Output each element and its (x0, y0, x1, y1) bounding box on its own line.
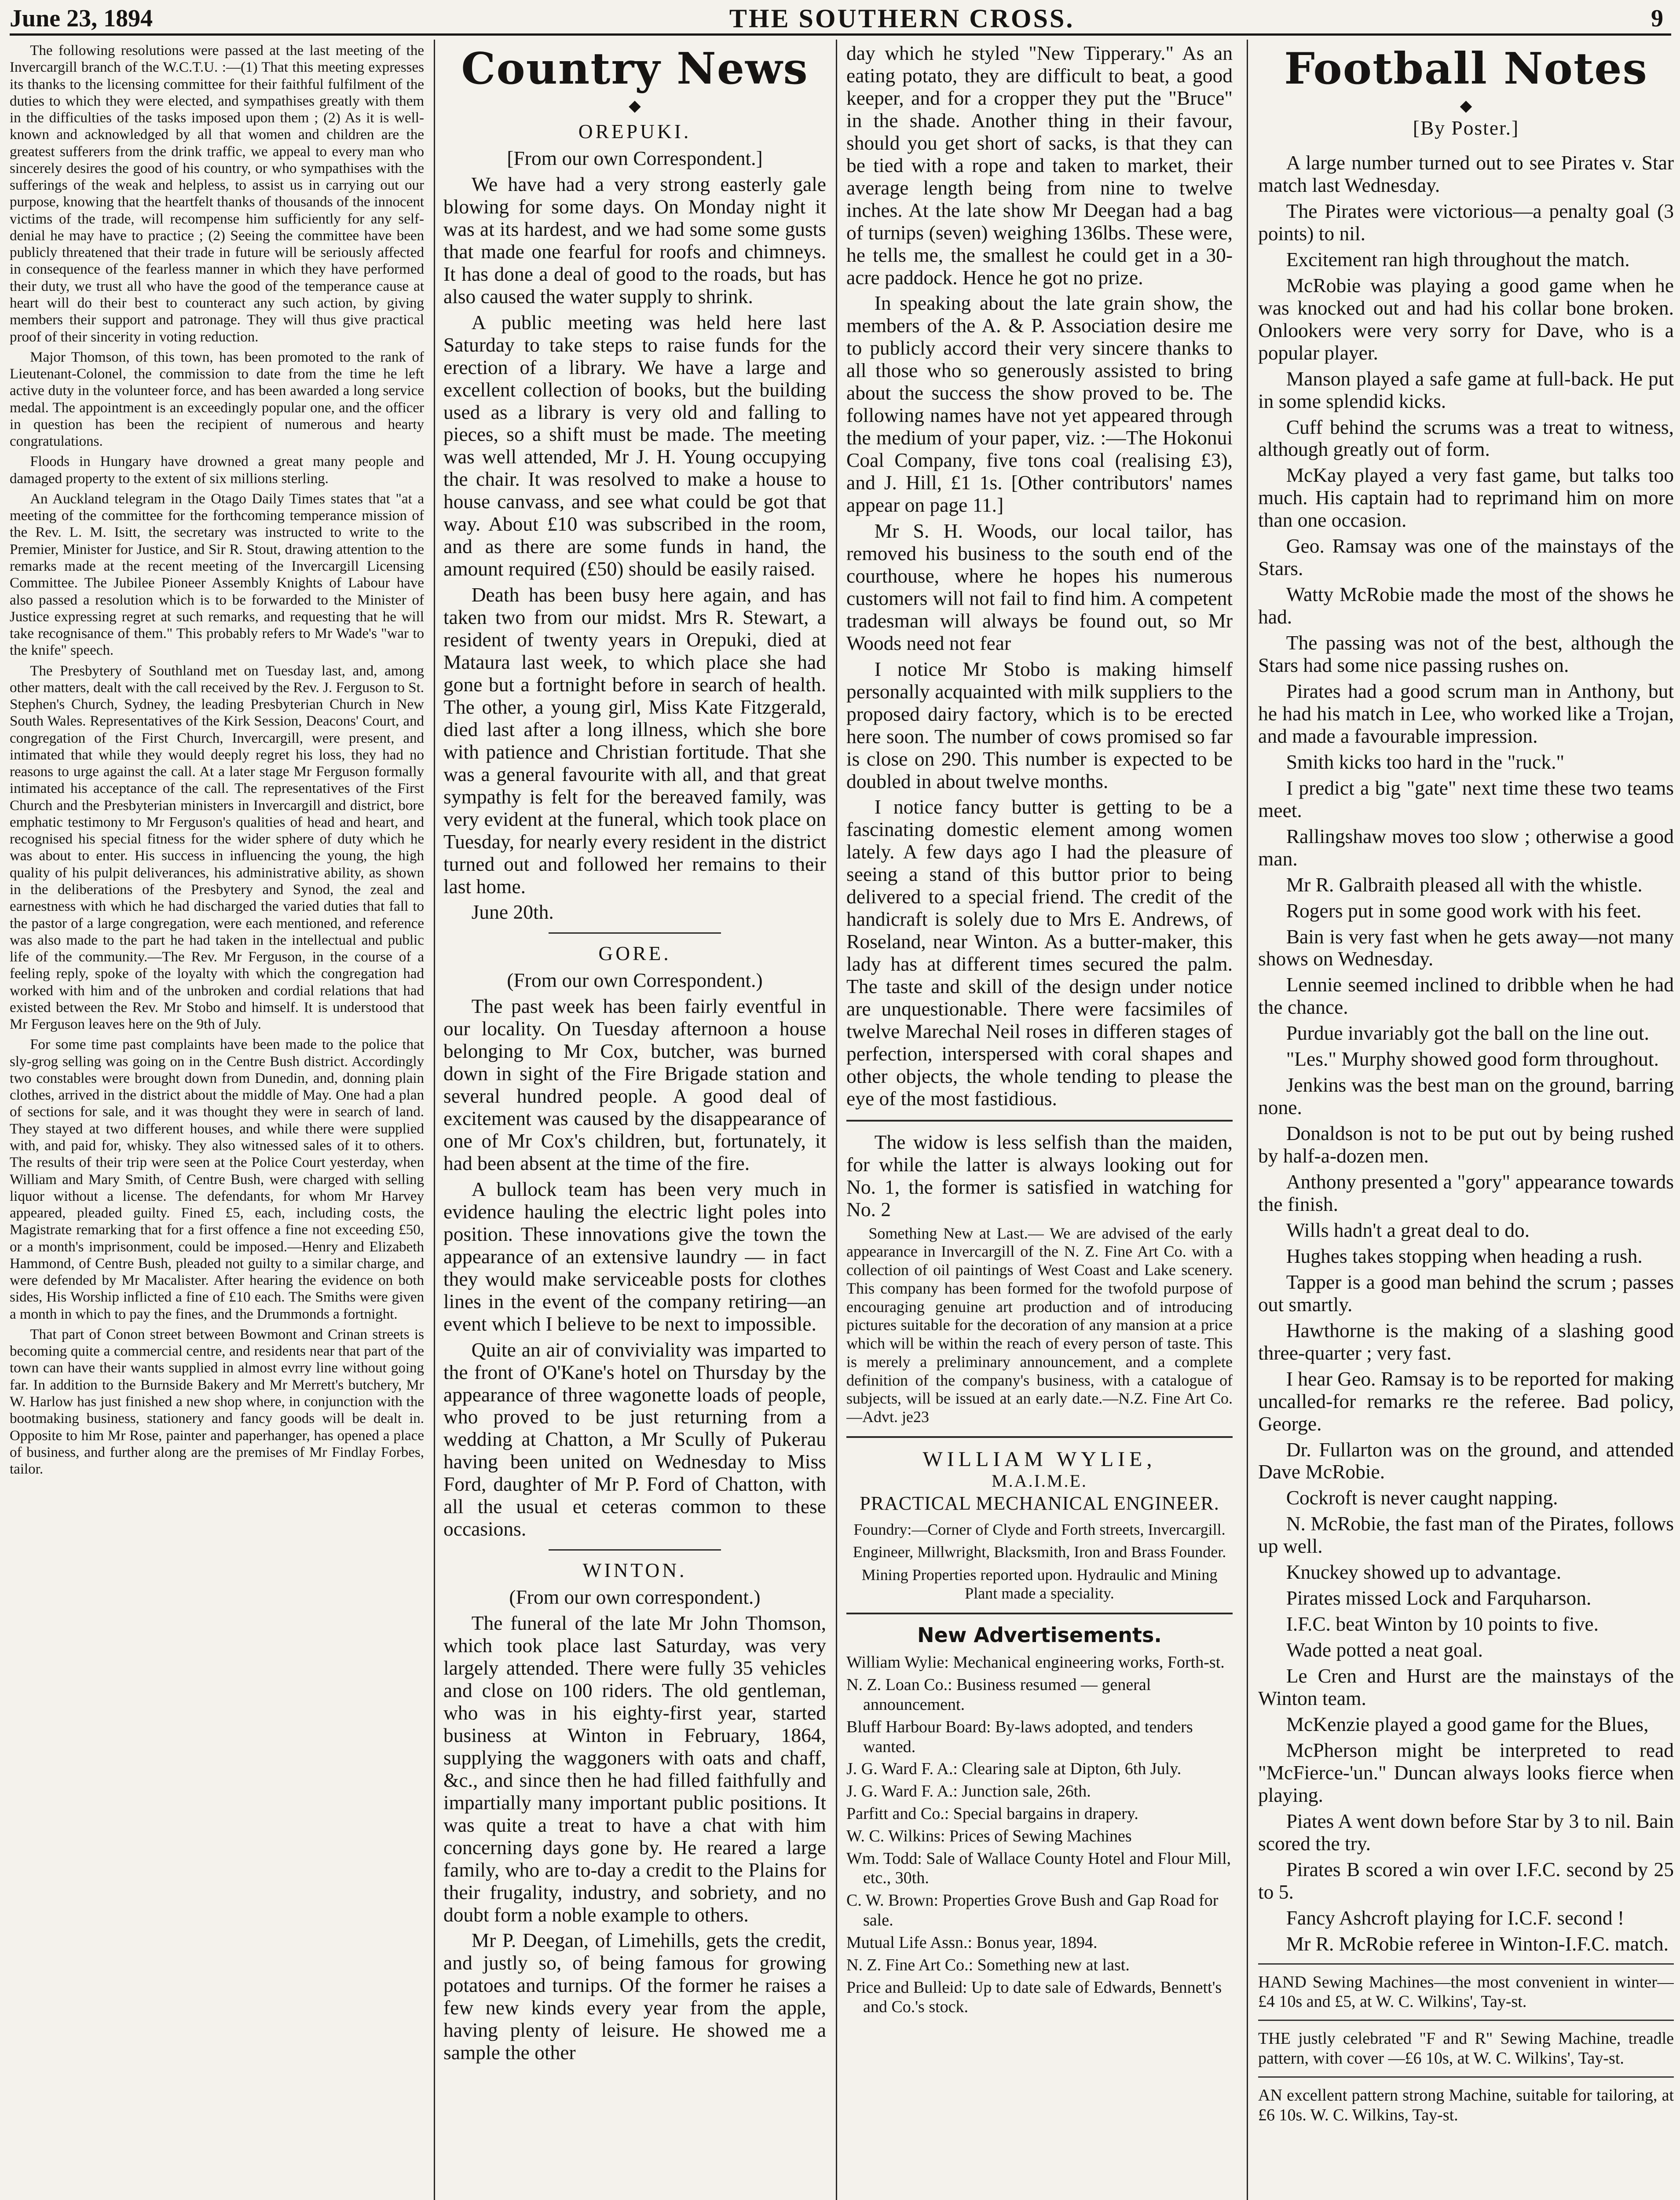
football-note: Piates A went down before Star by 3 to nil. Bain scored the try. (1258, 1809, 1674, 1855)
football-note: Mr R. Galbraith pleased all with the whistle. (1286, 873, 1643, 896)
divider (1258, 1963, 1674, 1965)
divider (549, 932, 721, 934)
new-advertisements-list (846, 1653, 1233, 2017)
column-rule (434, 40, 435, 2200)
paragraph: Mr S. H. Woods, our local tailor, has removed his business to the south end of the courthouse, where he hopes his numerous customers will not fail to find him. A competent tradesman will always be found out, so Mr Woods need not fear (846, 520, 1233, 654)
advertisement-entry: William Wylie: Mechanical engineering works, Forth-st. (846, 1653, 1225, 1672)
football-note: The passing was not of the best, although the Stars had some nice passing rushes on. (1258, 631, 1674, 677)
article-presbytery: The Presbytery of Southland met on Tuesday last, and, among other matters, dealt with the call received by the Rev. J. Ferguson to St. Stephen's Church, Sydney, the leading Presbyterian Church in New South Wales. Representatives of the Kirk Session, Deacons' Court, and congregation of the First Church, Invercargill, were present, and intimated that while they would deeply regret his loss, they had no reasons to urge against the call. At a later stage Mr Ferguson formally intimated his acceptance of the call. The representatives of the First Church and the Presbyterian ministers in Invercargill and district, bore emphatic testimony to Mr Ferguson's qualities of head and heart, and recognised his special fitness for the wider sphere of duty which he was about to enter. His success in influencing the young, the high quality of his pulpit deliverances, his administrative ability, as shown in the deliberations of the Presbytery and Synod, the zeal and earnestness with which he had discharged the varied duties that fall to the pastor of a large congregation, were each mentioned, and reference was also made to the part he had taken in the intellectual and public life of the community.—The Rev. Mr Ferguson, in the course of a feeling reply, spoke of the loyalty with which the congregation had worked with him and of the unbroken and cordial relations that had existed between the Rev. Mr Stobo and himself. It is understood that Mr Ferguson leaves here on the 9th of July. (10, 663, 424, 1033)
page-number: 9 (1651, 5, 1663, 32)
diamond-ornament-icon: ◆ (1460, 96, 1472, 114)
paragraph: The funeral of the late Mr John Thomson, which took place last Saturday, was very largely attended. There were fully 35 vehicles and close on 100 riders. The old gentleman, who was in his eighty-first year, started business at Winton in February, 1864, supplying the waggoners with oats and chaff, &c., and since then he had filled faithfully and impartially many important public positions. It was quite a treat to have a chat with him concerning days gone by. He reared a large family, who are to-day a credit to the Plains for their frugality, industry, and sobriety, and no doubt form a noble example to others. (443, 1612, 826, 1926)
ad-name: WILLIAM WYLIE, (922, 1447, 1157, 1471)
ad-hand-sewing-machines: HAND Sewing Machines—the most convenient in winter—£4 10s and £5, at W. C. Wilkins', Tay-st. (1258, 1973, 1674, 2011)
paragraph: I notice fancy butter is getting to be a fascinating domestic element among women lately. A few days ago I had the pleasure of seeing a stand of this buttor prior to being delivered to a special friend. The credit of the handicraft is solely due to Mrs E. Andrews, of Roseland, near Winton. As a butter-maker, this lady has at different times secured the palm. The taste and skill of the design under notice are unquestionable. There were facsimiles of twelve Marechal Neil roses in differen stages of perfection, interspersed with coral shapes and other objects, the whole tending to please the eye of the most fastidious. (846, 796, 1233, 1110)
football-note: A large number turned out to see Pirates v. Star match last Wednesday. (1258, 151, 1674, 196)
football-note: Bain is very fast when he gets away—not many shows on Wednesday. (1258, 925, 1674, 970)
ad-trades: Engineer, Millwright, Blacksmith, Iron and Brass Founder. (853, 1543, 1226, 1561)
correspondent-note: [From our own Correspondent.] (507, 147, 763, 170)
football-note: Donaldson is not to be put out by being rushed by half-a-dozen men. (1258, 1122, 1674, 1167)
football-note: I.F.C. beat Winton by 10 points to five. (1286, 1613, 1599, 1635)
advertisement-entry: Bluff Harbour Board: By-laws adopted, and tenders wanted. (846, 1717, 1193, 1756)
divider (846, 1120, 1233, 1122)
column-continued (846, 42, 1233, 2200)
divider (846, 1613, 1233, 1614)
advertisement-entry: C. W. Brown: Properties Grove Bush and Gap Road for sale. (846, 1891, 1219, 1930)
football-note: McKay played a very fast game, but talks too much. His captain had to reprimand him on more than one occasion. (1258, 464, 1674, 532)
ad-f-and-r-sewing-machine: THE justly celebrated "F and R" Sewing Machine, treadle pattern, with cover —£6 10s, at W. C. Wilkins', Tay-st. (1258, 2029, 1674, 2068)
advertisement-entry: Parfitt and Co.: Special bargains in drapery. (846, 1804, 1138, 1823)
article-sly-grog: For some time past complaints have been made to the police that sly-grog selling was going on in the Centre Bush district. Accordingly two constables were brought down from Dunedin, and, donning plain clothes, arrived in the district about the middle of May. One had a plan of sections for sale, and it was thought they were in search of land. They stayed at two different houses, and while there were supplied with, and paid for, whisky. They also witnessed sales of it to others. The results of their trip were seen at the Police Court yesterday, when William and Mary Smith, of Centre Bush, were charged with selling liquor without a license. The defendants, for whom Mr Harvey appeared, pleaded guilty. Fined £5, each, including costs, the Magistrate remarking that for a first offence a fine not exceeding £50, or a month's imprisonment, could be imposed.—Henry and Elizabeth Hammond, of Centre Bush, pleaded not guilty to a similar charge, and were defended by Mr Macalister. After hearing the evidence on both sides, His Worship inflicted a fine of £10 each. The Smiths were given a month in which to pay the fines, and the Drummonds a fortnight. (10, 1037, 424, 1322)
new-advertisements-heading: New Advertisements. (917, 1623, 1162, 1647)
paragraph: A public meeting was held here last Saturday to take steps to raise funds for the erection of a library. We have a large and excellent collection of books, but the building used as a library is very old and falling to pieces, so a shift must be made. The meeting was well attended, Mr J. H. Young occupying the chair. It was resolved to make a house to house canvass, and see what could be got that way. About £10 was subscribed in the room, and as there are some funds in hand, the amount required (£50) should be easily raised. (443, 311, 826, 580)
football-note: "Les." Murphy showed good form throughout. (1286, 1048, 1659, 1071)
article-major-thomson: Major Thomson, of this town, has been promoted to the rank of Lieutenant-Colonel, the commission to date from the time he left active duty in the volunteer force, and has been awarded a long service medal. The appointment is an exceedingly popular one, and the officer in question has been the recipient of numerous and hearty congratulations. (10, 349, 424, 450)
dispatch-date: June 20th. (471, 901, 554, 924)
section-heading: Country News (461, 44, 809, 94)
ad-mining: Mining Properties reported upon. Hydraulic and Mining Plant made a speciality. (861, 1566, 1218, 1602)
football-note: Pirates had a good scrum man in Anthony, but he had his match in Lee, who worked like a Trojan, and made a favourable impression. (1258, 679, 1674, 747)
football-note: Dr. Fullarton was on the ground, and attended Dave McRobie. (1258, 1438, 1674, 1483)
ad-title: PRACTICAL MECHANICAL ENGINEER. (860, 1492, 1219, 1514)
column-rule (1247, 40, 1248, 2200)
paragraph: A bullock team has been very much in evidence hauling the electric light poles into position. These innovations give the town the appearance of an extensive laundry — in fact they would make serviceable posts for clothes lines in the event of the company retiring—an event which I believe to be next to impossible. (443, 1177, 826, 1335)
football-note: Geo. Ramsay was one of the mainstays of the Stars. (1258, 535, 1674, 580)
football-note: McRobie was playing a good game when he was knocked out and had his collar bone broken. Onlookers were very sorry for Dave, who is a popular player. (1258, 274, 1674, 364)
football-note: Fancy Ashcroft playing for I.C.F. second ! (1286, 1906, 1625, 1929)
football-note: Purdue invariably got the ball on the line out. (1286, 1022, 1649, 1045)
paragraph: Death has been busy here again, and has taken two from our midst. Mrs R. Stewart, a resident of twenty years in Orepuki, died at Mataura last week, to which place she had gone but a fortnight before in search of health. The other, a young girl, Miss Kate Fitzgerald, died last after a long illness, which she bore with patience and Christian fortitude. That she was a general favourite with all, and that great sympathy is felt for the bereaved family, was very evident at the funeral, which took place on Tuesday, for nearly every resident in the district turned out and followed her remains to their last home. (443, 583, 826, 898)
football-note: Rogers put in some good work with his feet. (1286, 899, 1642, 922)
ad-tailoring-machine: AN excellent pattern strong Machine, suitable for tailoring, at £6 10s. W. C. Wilkins, Tay-st. (1258, 2086, 1674, 2124)
football-note: Cuff behind the scrums was a treat to witness, although greatly out of form. (1258, 415, 1674, 461)
dateline-orepuki: OREPUKI. (578, 120, 692, 143)
paragraph: Mr P. Deegan, of Limehills, gets the credit, and justly so, of being famous for growing potatoes and turnips. Of the former he raises a few new kinds every year from the apple, having plenty of leisure. He showed me a sample the other (443, 1929, 826, 2064)
football-note: Watty McRobie made the most of the shows he had. (1258, 583, 1674, 628)
football-note: Hawthorne is the making of a slashing good three-quarter ; very fast. (1258, 1319, 1674, 1364)
ad-william-wylie (846, 1448, 1233, 1603)
byline: [By Poster.] (1413, 117, 1519, 139)
football-note: Cockroft is never caught napping. (1286, 1486, 1558, 1509)
ad-address: Foundry:—Corner of Clyde and Forth streets, Invercargill. (853, 1520, 1226, 1538)
ad-qualifications: M.A.I.M.E. (992, 1470, 1087, 1491)
football-note: Mr R. McRobie referee in Winton-I.F.C. match. (1286, 1932, 1669, 1955)
paragraph: We have had a very strong easterly gale blowing for some days. On Monday night it was at its hardest, and we had some some gusts that made one fearful for roofs and chimneys. It has done a deal of good to the roads, but has also caused the water supply to shrink. (443, 172, 826, 308)
issue-date: June 23, 1894 (10, 5, 153, 32)
football-note: Manson played a safe game at full-back. He put in some splendid kicks. (1258, 367, 1674, 412)
correspondent-note: (From our own correspondent.) (509, 1586, 761, 1609)
football-note: Wills hadn't a great deal to do. (1286, 1218, 1530, 1241)
paragraph: Quite an air of conviviality was imparted to the front of O'Kane's hotel on Thursday by the appearance of three wagonette loads of people, who proved to be just returning from a wedding at Chatton, a Mr Scully of Pukerau having been united on Wednesday to Miss Ford, daughter of Mr P. Ford of Chatton, with all the usual et ceteras common to these occasions. (443, 1338, 826, 1540)
football-note: Pirates B scored a win over I.F.C. second by 25 to 5. (1258, 1858, 1674, 1903)
article-hungary-floods: Floods in Hungary have drowned a great many people and damaged property to the extent of six millions sterling. (10, 454, 424, 487)
football-note: Rallingshaw moves too slow ; otherwise a good man. (1258, 825, 1674, 870)
divider (1258, 2020, 1674, 2021)
paragraph: I notice Mr Stobo is making himself personally acquainted with milk suppliers to the proposed dairy factory, which is to be erected here soon. The number of cows promised so far is close on 290. This number is expected to be doubled in about twelve months. (846, 657, 1233, 792)
column-football-notes (1258, 42, 1674, 2200)
article-conon-street: That part of Conon street between Bowmont and Crinan streets is becoming quite a commercial centre, and residents near that part of the town can have their wants supplied in almost evrry line without going far. In addition to the Burnside Bakery and Mr Merrett's butchery, Mr W. Harlow has just finished a new shop where, in conjunction with the bootmaking business, stationery and fancy goods will be dealt in. Opposite to him Mr Rose, painter and paperhanger, has opened a place of business, and further along are the premises of Mr Findlay Forbes, tailor. (10, 1326, 424, 1478)
article-auckland-telegram: An Auckland telegram in the Otago Daily Times states that "at a meeting of the committee for the forthcoming temperance mission of the Rev. L. M. Isitt, the secretary was instructed to write to the Premier, Minister for Justice, and Sir R. Stout, drawing attention to the remarks made at the recent meeting of the Invercargill Licensing Committee. The Jubilee Pioneer Assembly Knights of Labour have also passed a resolution which is to be forwarded to the Minister of Justice expressing regret at such remarks, and requesting that he will take recognisance of them." This probably refers to Mr Wade's "war to the knife" speech. (10, 491, 424, 659)
football-note: Hughes takes stopping when heading a rush. (1286, 1244, 1643, 1267)
football-note: Anthony presented a "gory" appearance towards the finish. (1258, 1170, 1674, 1215)
advertisement-entry: N. Z. Fine Art Co.: Something new at last. (846, 1955, 1130, 1974)
football-note: I hear Geo. Ramsay is to be reported for making uncalled-for remarks re the referee. Bad policy, George. (1258, 1367, 1674, 1435)
divider (1258, 2076, 1674, 2078)
dateline-winton: WINTON. (582, 1559, 687, 1582)
divider (846, 1436, 1233, 1438)
masthead (10, 4, 1671, 36)
football-note: I predict a big "gate" next time these two teams meet. (1258, 776, 1674, 821)
football-note: Smith kicks too hard in the "ruck." (1286, 750, 1565, 773)
football-note: Excitement ran high throughout the match. (1286, 248, 1630, 271)
football-note: Lennie seemed inclined to dribble when he had the chance. (1258, 973, 1674, 1019)
column-country-news (443, 42, 826, 2200)
dateline-gore: GORE. (598, 942, 671, 965)
advertisement-entry: Wm. Todd: Sale of Wallace County Hotel and Flour Mill, etc., 30th. (846, 1849, 1231, 1888)
advertisement-entry: Mutual Life Assn.: Bonus year, 1894. (846, 1933, 1098, 1952)
football-note: Pirates missed Lock and Farquharson. (1286, 1587, 1592, 1610)
paragraph: In speaking about the late grain show, the members of the A. & P. Association desire me to publicly accord their very sincere thanks to all those who so generously assisted to bring about the success the show proved to be. The following names have not yet appeared through the medium of your paper, viz. :—The Hokonui Coal Company, five tons coal (realising £3), and J. Hill, £1 1s. [Other contributors' names appear on page 11.] (846, 292, 1233, 517)
football-note: Tapper is a good man behind the scrum ; passes out smartly. (1258, 1270, 1674, 1316)
filler-widow: The widow is less selfish than the maiden, for while the latter is always looking out for No. 1, the former is satisfied in watching for No. 2 (846, 1130, 1233, 1221)
advertisement-entry: Price and Bulleid: Up to date sale of Edwards, Bennett's and Co.'s stock. (846, 1978, 1222, 2017)
football-note: McKenzie played a good game for the Blues, (1286, 1713, 1649, 1736)
advertisement-entry: W. C. Wilkins: Prices of Sewing Machines (846, 1826, 1132, 1845)
football-note: The Pirates were victorious—a penalty goal (3 points) to nil. (1258, 199, 1674, 245)
football-note: Wade potted a neat goal. (1286, 1639, 1483, 1661)
divider (549, 1549, 721, 1551)
football-note: Le Cren and Hurst are the mainstays of the Winton team. (1258, 1665, 1674, 1710)
football-notes-list (1258, 152, 1674, 1955)
column-local-news (10, 42, 424, 2200)
ad-fine-art-co: Something New at Last.— We are advised of the early appearance in Invercargill of the N. Z. Fine Art Co. with a collection of oil paintings of West Coast and Lake scenery. This company has been formed for the twofold purpose of encouraging genuine art production and of introducing pictures suitable for the decoration of any mansion at a price which will be within the reach of every person of taste. This is merely a preliminary announcement, and a complete definition of the company's business, with a catalogue of subjects, will be issued at an early date.—N.Z. Fine Art Co.—Advt. je23 (846, 1224, 1233, 1426)
section-heading: Football Notes (1284, 44, 1648, 94)
paragraph: The past week has been fairly eventful in our locality. On Tuesday afternoon a house belonging to Mr Cox, butcher, was burned down in sight of the Fire Brigade station and several hundred people. A good deal of excitement was caused by the disappearance of one of Mr Cox's children, but, fortunately, it had been absent at the time of the fire. (443, 995, 826, 1174)
advertisement-entry: N. Z. Loan Co.: Business resumed — general announcement. (846, 1676, 1151, 1714)
article-wctu: The following resolutions were passed at the last meeting of the Invercargill branch of the W.C.T.U. :—(1) That this meeting expresses its thanks to the licensing committee for their faithful fulfilment of the duties to which they were elected, and sympathises greatly with them in the difficulties of the tasks imposed upon them ; (2) As it is well-known and acknowledged by all that women and children are the greatest sufferers from the drink traffic, we appeal to every man who sincerely desires the good of his country, or who sympathises with the sufferings of the weak and helpless, to assist us in carrying out our purpose, knowing that the heartfelt thanks of thousands of the innocent victims of the trade, will recompense him sufficiently for any self-denial he may have to practice ; (2) Seeing the committee have been publicly threatened that their trade in future will be seriously affected in consequence of the fearless manner in which they have performed their duty, we trust all who have the good of the temperance cause at heart will do their best to counteract any such action, by giving members their support and patronage. They will thus give practical proof of their sincerity in voting reduction. (10, 43, 424, 345)
advertisement-entry: J. G. Ward F. A.: Clearing sale at Dipton, 6th July. (846, 1760, 1182, 1778)
football-note: McPherson might be interpreted to read "McFierce-'un." Duncan always looks fierce when playing. (1258, 1738, 1674, 1806)
column-rule (836, 40, 837, 2200)
football-note: Knuckey showed up to advantage. (1286, 1561, 1562, 1584)
football-note: Jenkins was the best man on the ground, barring none. (1258, 1074, 1674, 1119)
diamond-ornament-icon: ◆ (629, 96, 641, 114)
paragraph: day which he styled "New Tipperary." As an eating potato, they are difficult to beat, a good keeper, and for a cropper they put the "Bruce" in the shade. Another thing in their favour, should you get short of sacks, is that they can be tied with a rope and taken to market, their average length being from nine to twelve inches. At the late show Mr Deegan had a bag of turnips (seven) weighing 136lbs. These were, he tells me, the smallest he could get in a 30-acre paddock. Hence he got no prize. (846, 42, 1233, 289)
paper-title: THE SOUTHERN CROSS. (729, 4, 1075, 33)
correspondent-note: (From our own Correspondent.) (507, 969, 763, 992)
football-note: N. McRobie, the fast man of the Pirates, follows up well. (1258, 1512, 1674, 1558)
advertisement-entry: J. G. Ward F. A.: Junction sale, 26th. (846, 1782, 1091, 1801)
